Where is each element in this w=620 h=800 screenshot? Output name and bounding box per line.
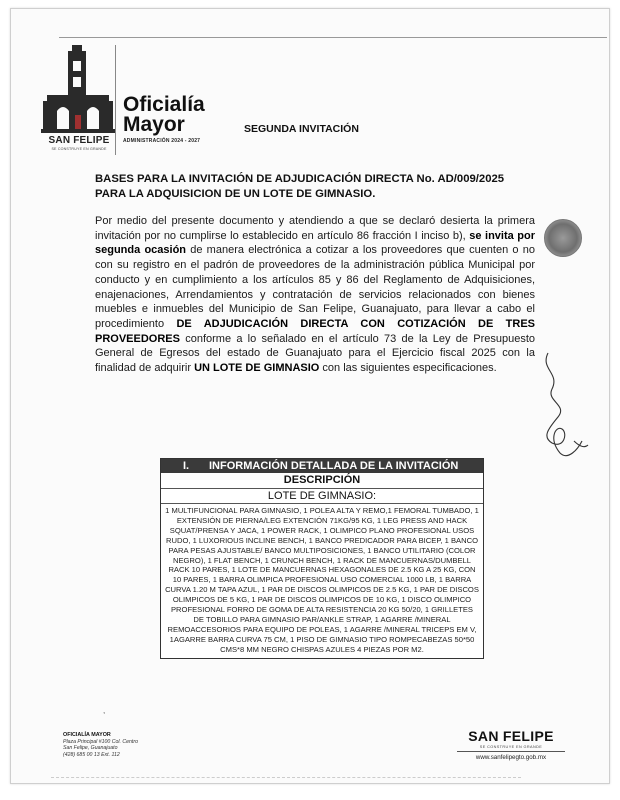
footer-website: www.sanfelipegto.gob.mx (475, 754, 547, 761)
paragraph-bold-3: UN LOTE DE GIMNASIO (194, 362, 320, 375)
paragraph-text-3: conforme a lo señalado en el artículo 73 de la Ley de Presupuesto General de Egresos del estado de Guanajuato para el Ejercicio fiscal 2025 con la finalidad de adquirir (95, 332, 535, 375)
footer-phone: (428) 685 00 13 Ext. 112 (63, 751, 120, 758)
church-logo-icon (41, 45, 115, 133)
footer-brand (451, 728, 571, 761)
description-header: DESCRIPCIÓN (161, 473, 483, 489)
invitation-paragraph (95, 214, 535, 376)
footer-address-line1: Plaza Principal #100 Col. Centro (63, 738, 138, 745)
footer-address (63, 732, 138, 758)
document-title (95, 172, 535, 202)
header-rule (59, 37, 607, 38)
stray-mark: , (103, 706, 106, 715)
paragraph-bold-1: se invita por segunda ocasión (95, 229, 535, 257)
paragraph-text-4: con las siguientes especificaciones. (322, 362, 497, 375)
office-title-line2: Mayor (123, 113, 185, 136)
invitation-details-table (160, 458, 484, 659)
footer-office: OFICIALÍA MAYOR (63, 732, 111, 738)
administration-period: ADMINISTRACIÓN 2024 - 2027 (123, 138, 201, 144)
office-title-line1: Oficialía (123, 93, 205, 116)
document-title-line2: PARA LA ADQUISICION DE UN LOTE DE GIMNASIO. (95, 188, 376, 200)
document-page (10, 8, 610, 784)
footer-brand-divider (457, 751, 565, 752)
san-felipe-logo (39, 45, 117, 157)
paragraph-text-2: de manera electrónica a cotizar a los proveedores que cuenten o no con su registro en el padrón de proveedores de la administración pública Municipal por conducto y en cumplimiento a los artículos 85 y 86 del Reglamento de Adquisiciones, enajenaciones, Arrendamientos y contratación de servicios relacionados con bienes muebles e inmuebles del Municipio de San Felipe, Guanajuato, para llevar a cabo el procedimiento (95, 244, 535, 330)
footer-brand-tagline: SE CONSTRUYE EN GRANDE (479, 745, 543, 749)
document-title-line1: BASES PARA LA INVITACIÓN DE ADJUDICACIÓN DIRECTA No. AD/009/2025 (95, 173, 505, 185)
section-header (161, 459, 483, 473)
invitation-type: SEGUNDA INVITACIÓN (244, 123, 359, 135)
header-divider (115, 45, 116, 155)
official-seal-icon (544, 219, 582, 257)
footer-brand-name: SAN FELIPE (468, 728, 554, 744)
signature-icon (538, 349, 592, 469)
section-title: INFORMACIÓN DETALLADA DE LA INVITACIÓN (209, 460, 459, 472)
lot-title: LOTE DE GIMNASIO: (161, 489, 483, 504)
logo-name: SAN FELIPE (48, 135, 110, 146)
footer-divider (51, 777, 521, 778)
section-number: I. (183, 460, 190, 472)
paragraph-text-1: Por medio del presente documento y atendiendo a que se declaró desierta la primera invitación por no cumplirse lo establecido en artículo 86 fracción I inciso b), (95, 215, 535, 242)
lot-items-description: 1 MULTIFUNCIONAL PARA GIMNASIO, 1 POLEA ALTA Y REMO,1 FEMORAL TUMBADO, 1 EXTENSIÓN DE PIERNA/LEG EXTENCIÓN 71KG/95 KG, 1 LEG PRESS AND HACK SQUAT/PRENSA Y JACA, 1 POWER RACK, 1 OLIMPICO PLANO PROFESIONAL USOS RUDO, 1 LUXORIOUS INCLINE BENCH, 1 BANCO PREDICADOR PARA BICEP, 1 BANCO PARA PESAS AJUSTABLE/ BANCO MULTIPOSICIONES, 1 BANCO UTILITARIO (COLOR NEGRO), 1 FLAT BENCH, 1 CRUNCH BENCH, 1 RACK DE MANCUERNAS/DUMBELL RACK 10 PARES, 1 LOTE DE MANCUERNAS HEXAGONALES DE 2.5 KG A 25 KG, CON 10 PARES, 1 BARRA OLIMPICA PROFESIONAL USO COMERCIAL 1000 LB, 1 BARRA CURVA 1.20 M TAPA AZUL, 1 PAR DE DISCOS OLIMPICOS DE 2.5 KG, 1 PAR DE DISCOS OLIMPICOS DE 5 KG, 1 PAR DE DISCOS OLIMPICOS DE 10 KG, 1 DISCO OLIMPICO PROFESIONAL FORRO DE GOMA DE ALTA RESISTENCIA 20 KG 50/20, 1 GRILLETES DE TOBILLO PARA GIMNASIO PAR/ANKLE STRAP, 1 AGARRE /MINERAL REMOACCESORIOS PARA EQUIPO DE POLEAS, 1 AGARRE /MINERAL TRICEPS EM V, 1AGARRE BARRA CURVA 75 CM, 1 PISO DE GIMNASIO TIPO ROMPECABEZAS 50*50 CMS*8 MM NEGRO CHISPAS AZULES 4 PIEZAS POR M2. (161, 504, 483, 658)
footer-address-line2: San Felipe, Guanajuato (63, 745, 118, 752)
logo-tagline: SE CONSTRUYE EN GRANDE (51, 147, 107, 151)
office-title (123, 95, 205, 135)
paragraph-bold-2: DE ADJUDICACIÓN DIRECTA CON COTIZACIÓN DE TRES PROVEEDORES (95, 317, 535, 345)
